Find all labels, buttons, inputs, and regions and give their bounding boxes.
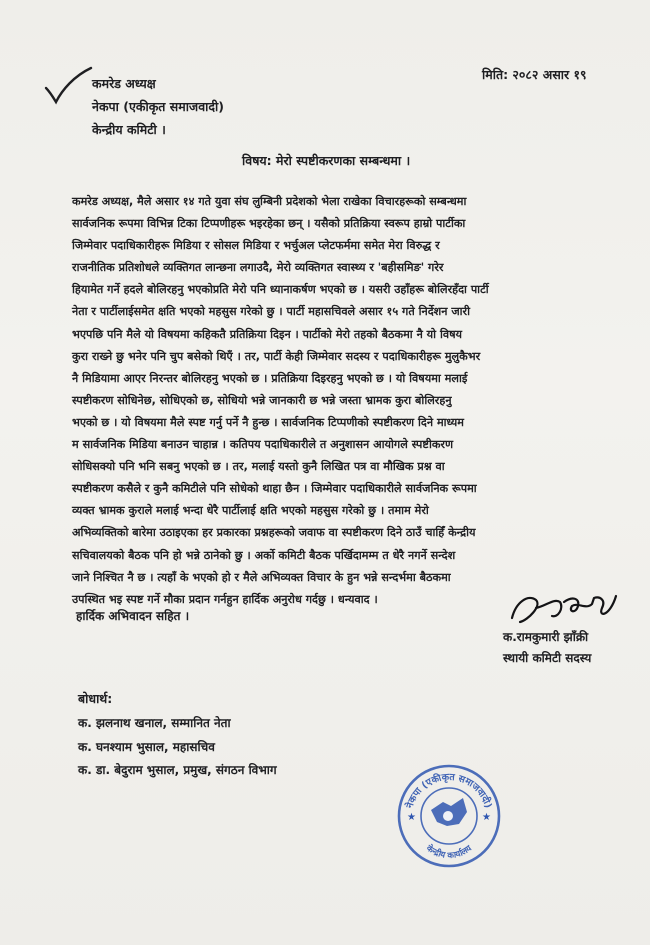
body-line: कमरेड अध्यक्ष, मैले असार १४ गते युवा संघ लुम्बिनी प्रदेशको भेला राखेका विचारहरूको सम्बन्धमा bbox=[72, 195, 467, 208]
cc-heading: बोधार्थ: bbox=[78, 691, 113, 706]
signer-block bbox=[503, 627, 591, 669]
svg-text:केन्द्रीय कार्यालय: केन्द्रीय कार्यालय bbox=[424, 843, 474, 862]
recipient-line-2: नेकपा (एकीकृत समाजवादी) bbox=[92, 99, 224, 114]
body-line: म सार्वजनिक मिडिया बनाउन चाहान्न । कतिपय पदाधिकारीले त अनुशासन आयोगले स्पष्टीकरण bbox=[72, 438, 454, 452]
cc-item: क. डा. बेदुराम भुसाल, प्रमुख, संगठन विभाग bbox=[78, 763, 277, 777]
body-line: भएपछि पनि मैले यो विषयमा कहिकतै प्रतिक्रिया दिइन । पार्टीको मेरो तहको बैठकमा नै यो विषय bbox=[72, 327, 463, 341]
cc-item: क. झलनाथ खनाल, सम्मानित नेता bbox=[78, 716, 231, 730]
body-line: सचिवालयको बैठक पनि हो भन्ने ठानेको छु । अर्को कमिटी बैठक पर्खिदामम्म त धेरै नगर्ने सन्देश bbox=[72, 548, 456, 562]
body-line: सोधिसक्यो पनि भनि सबनु भएको छ । तर, मलाई यस्तो कुनै लिखित पत्र वा मौखिक प्रश्न वा bbox=[72, 460, 445, 474]
letter-body bbox=[72, 191, 632, 611]
svg-text:★: ★ bbox=[482, 812, 491, 823]
body-line: हियामेत गर्ने हदले बोलिरहनु भएकोप्रति मेरो पनि ध्यानाकर्षण भएको छ । यसरी उहाँहरू बोलिरहँदा पार्टी bbox=[72, 283, 489, 297]
body-line: राजनीतिक प्रतिशोधले व्यक्तिगत लान्छना लगाउदै, मेरो व्यक्तिगत स्वास्थ्य र 'बहीसमिङ' गरेर bbox=[72, 261, 444, 275]
checkmark-icon bbox=[44, 66, 94, 106]
body-line: नै मिडियामा आएर निरन्तर बोलिरहनु भएको छ । प्रतिक्रिया दिइरहनु भएको छ । यो विषयमा मलाई bbox=[72, 371, 468, 385]
body-line: भएको छ । यो विषयमा मैले स्पष्ट गर्नु पर्ने नै हुन्छ । सार्वजनिक टिप्पणीको स्पष्टीकरण दिने माध्यम bbox=[72, 415, 464, 429]
letter-date: मिति: २०८२ असार १९ bbox=[482, 67, 587, 82]
closing-line: हार्दिक अभिवादन सहित । bbox=[76, 609, 190, 623]
body-line: उपस्थित भइ स्पष्ट गर्ने मौका प्रदान गर्नहुन हार्दिक अनुरोध गर्दछु । धन्यवाद । bbox=[72, 592, 378, 606]
body-line: स्पष्टीकरण कसैले र कुनै कमिटीले पनि सोधेको थाहा छैन । जिम्मेवार पदाधिकारीले सार्वजनिक रूपमा bbox=[72, 482, 477, 496]
recipient-block bbox=[92, 72, 224, 141]
body-line: जिम्मेवार पदाधिकारीहरू मिडिया र सोसल मिडिया र भर्चुअल प्लेटफर्ममा समेत मेरा विरुद्ध र bbox=[72, 239, 440, 253]
cc-list bbox=[78, 712, 277, 783]
body-line: व्यक्त भ्रामक कुराले मलाई भन्दा धेरै पार्टीलाई क्षति भएको महसुस गरेको छु । तमाम मेरो bbox=[72, 504, 429, 518]
body-line: सार्वजनिक रूपमा विभिन्न टिका टिप्पणीहरू भइरहेका छन् । यसैको प्रतिक्रिया स्वरूप हाम्रो पार्टीका bbox=[72, 217, 466, 231]
signer-title: स्थायी कमिटी सदस्य bbox=[503, 651, 592, 665]
party-seal-stamp bbox=[393, 760, 505, 872]
body-line: अभिव्यक्तिको बारेमा उठाइएका हर प्रकारका प्रश्नहरूको जवाफ वा स्पष्टीकरण दिने ठाउँ चाहिँ केन्द्रीय bbox=[72, 526, 476, 540]
body-line: नेता र पार्टीलाईसमेत क्षति भएको महसुस गरेको छु । पार्टी महासचिवले असार १५ गते निर्देशन जारी bbox=[72, 305, 471, 319]
letter-subject: विषय: मेरो स्पष्टीकरणका सम्बन्धमा । bbox=[242, 153, 411, 168]
svg-text:★: ★ bbox=[407, 812, 416, 823]
body-line: स्पष्टीकरण सोधिनेछ, सोधिएको छ, सोधियो भन्ने जानकारी छ भन्ने जस्ता भ्रामक कुरा बोलिरहनु bbox=[72, 393, 452, 407]
body-line: जाने निश्चित नै छ । त्यहाँ के भएको हो र मैले अभिव्यक्त विचार के हुन भन्ने सन्दर्भमा बैठकमा bbox=[72, 570, 451, 584]
svg-text:नेकपा (एकीकृत समाजवादी): नेकपा (एकीकृत समाजवादी) bbox=[404, 771, 494, 810]
body-line: कुरा राख्ने छु भनेर पनि चुप बसेको थिएँ । तर, पार्टी केही जिम्मेवार सदस्य र पदाधिकारीहरू मुलुकैभर bbox=[72, 349, 481, 363]
recipient-line-3: केन्द्रीय कमिटी । bbox=[92, 122, 166, 137]
handwritten-signature bbox=[506, 588, 626, 628]
signer-name: क.रामकुमारी झाँक्री bbox=[503, 630, 589, 644]
cc-item: क. घनश्याम भुसाल, महासचिव bbox=[78, 739, 215, 754]
recipient-line-1: कमरेड अध्यक्ष bbox=[92, 76, 156, 91]
